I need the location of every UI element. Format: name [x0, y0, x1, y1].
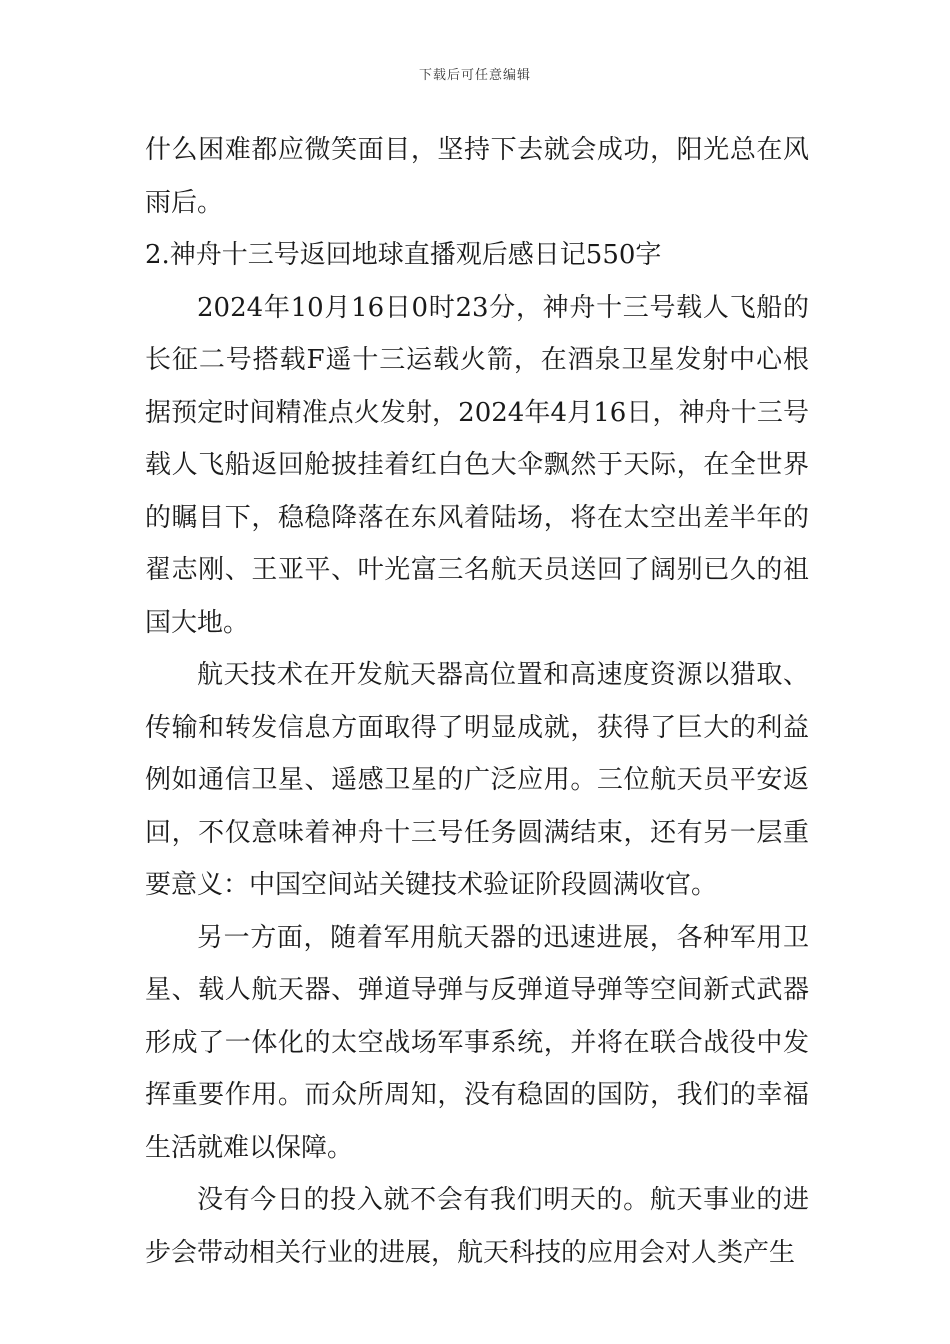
paragraph-investment: 没有今日的投入就不会有我们明天的。航天事业的进步会带动相关行业的进展，航天科技的应用会对人类产生 [145, 1185, 809, 1268]
section-heading: 2.神舟十三号返回地球直播观后感日记550字 [145, 240, 662, 270]
paragraph-continuation: 什么困难都应微笑面目，坚持下去就会成功，阳光总在风雨后。 [145, 135, 809, 218]
page-header-note: 下载后可任意编辑 [418, 68, 531, 83]
paragraph-launch-and-return: 2024年10月16日0时23分，神舟十三号载人飞船的长征二号搭载F遥十三运载火箭，在酒泉卫星发射中心根据预定时间精准点火发射，2024年4月16日，神舟十三号载人飞船返回舱披挂着红白色大伞飘然于天际，在全世界的瞩目下，稳稳降落在东风着陆场，将在太空出差半年的翟志刚、王亚平、叶光富三名航天员送回了阔别已久的祖国大地。 [145, 292, 809, 638]
paragraph-military-aerospace: 另一方面，随着军用航天器的迅速进展，各种军用卫星、载人航天器、弹道导弹与反弹道导弹等空间新式武器形成了一体化的太空战场军事系统，并将在联合战役中发挥重要作用。而众所周知，没有稳固的国防，我们的幸福生活就难以保障。 [145, 922, 809, 1163]
document-body [145, 124, 809, 1279]
paragraph-aerospace-technology: 航天技术在开发航天器高位置和高速度资源以猎取、传输和转发信息方面取得了明显成就，获得了巨大的利益例如通信卫星、遥感卫星的广泛应用。三位航天员平安返回，不仅意味着神舟十三号任务圆满结束，还有另一层重要意义：中国空间站关键技术验证阶段圆满收官。 [145, 660, 809, 900]
